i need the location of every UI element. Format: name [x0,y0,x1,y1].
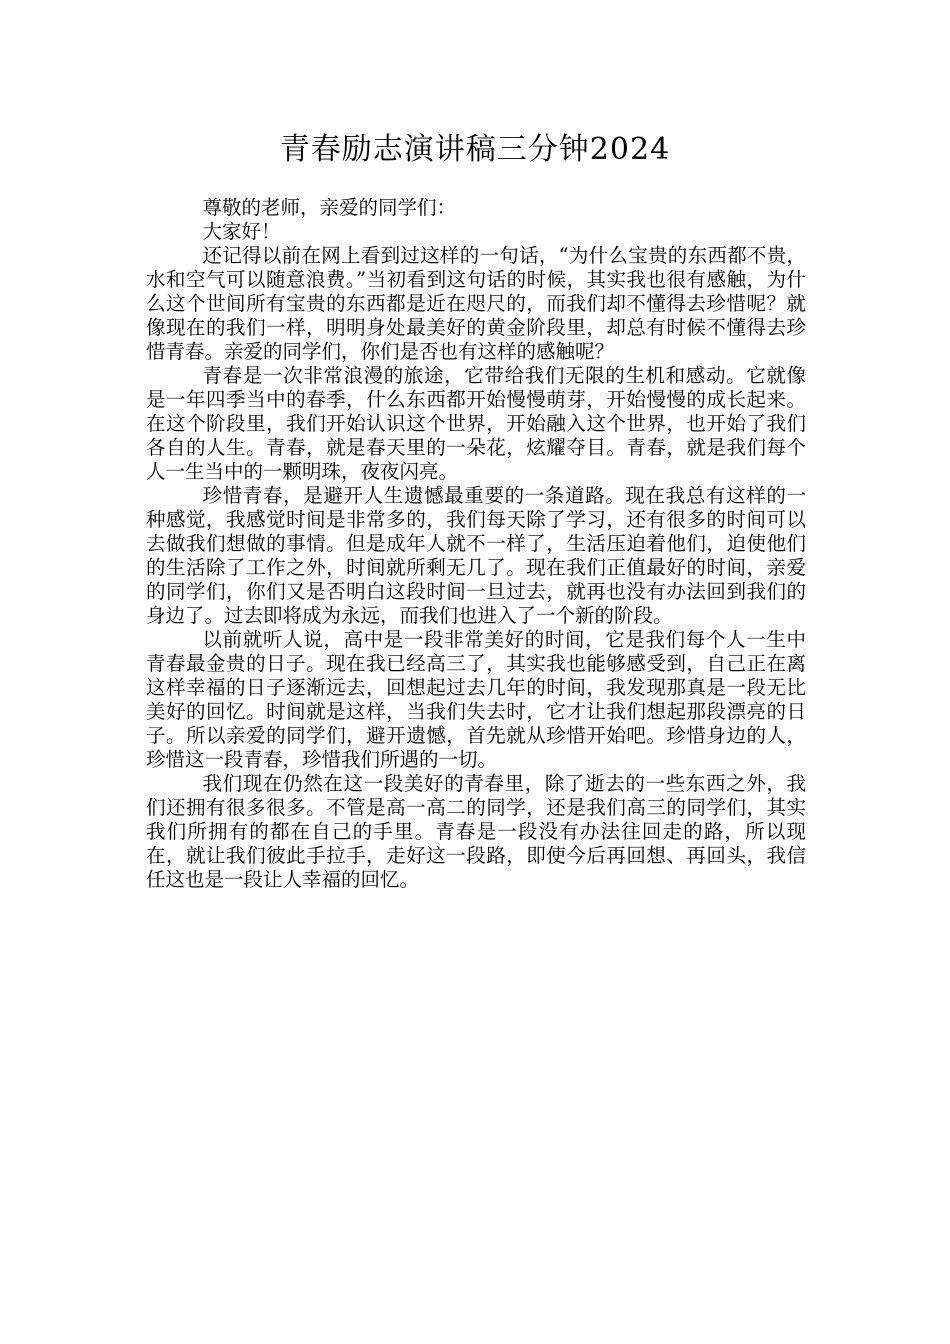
body-paragraph: 还记得以前在网上看到过这样的一句话，“为什么宝贵的东西都不贵，水和空气可以随意浪费。”当初看到这句话的时候，其实我也很有感触，为什么这个世间所有宝贵的东西都是近在咫尺的，而我们却不懂得去珍惜呢？就像现在的我们一样，明明身处最美好的黄金阶段里，却总有时候不懂得去珍惜青春。亲爱的同学们，你们是否也有这样的感触呢？ [146,244,806,363]
body-paragraph: 珍惜青春，是避开人生遗憾最重要的一条道路。现在我总有这样的一种感觉，我感觉时间是非常多的，我们每天除了学习，还有很多的时间可以去做我们想做的事情。但是成年人就不一样了，生活压迫着他们，迫使他们的生活除了工作之外，时间就所剩无几了。现在我们正值最好的时间，亲爱的同学们，你们又是否明白这段时间一旦过去，就再也没有办法回到我们的身边了。过去即将成为永远，而我们也进入了一个新的阶段。 [146,484,806,627]
body-paragraph: 青春是一次非常浪漫的旅途，它带给我们无限的生机和感动。它就像是一年四季当中的春季，什么东西都开始慢慢萌芽，开始慢慢的成长起来。在这个阶段里，我们开始认识这个世界，开始融入这个世界，也开始了我们各自的人生。青春，就是春天里的一朵花，炫耀夺目。青春，就是我们每个人一生当中的一颗明珠，夜夜闪亮。 [146,364,806,483]
document-body [146,196,806,892]
greeting-paragraph: 大家好！ [202,220,281,243]
document-title: 青春励志演讲稿三分钟2024 [279,132,671,167]
body-paragraph: 以前就听人说，高中是一段非常美好的时间，它是我们每个人一生中青春最金贵的日子。现在我已经高三了，其实我也能够感受到，自己正在离这样幸福的日子逐渐远去，回想起过去几年的时间，我发现那真是一段无比美好的回忆。时间就是这样，当我们失去时，它才让我们想起那段漂亮的日子。所以亲爱的同学们，避开遗憾，首先就从珍惜开始吧。珍惜身边的人，珍惜这一段青春，珍惜我们所遇的一切。 [146,628,806,771]
salutation-paragraph: 尊敬的老师，亲爱的同学们： [202,196,457,219]
body-paragraph: 我们现在仍然在这一段美好的青春里，除了逝去的一些东西之外，我们还拥有很多很多。不管是高一高二的同学，还是我们高三的同学们，其实我们所拥有的都在自己的手里。青春是一段没有办法往回走的路，所以现在，就让我们彼此手拉手，走好这一段路，即使今后再回想、再回头，我信任这也是一段让人幸福的回忆。 [146,772,806,891]
